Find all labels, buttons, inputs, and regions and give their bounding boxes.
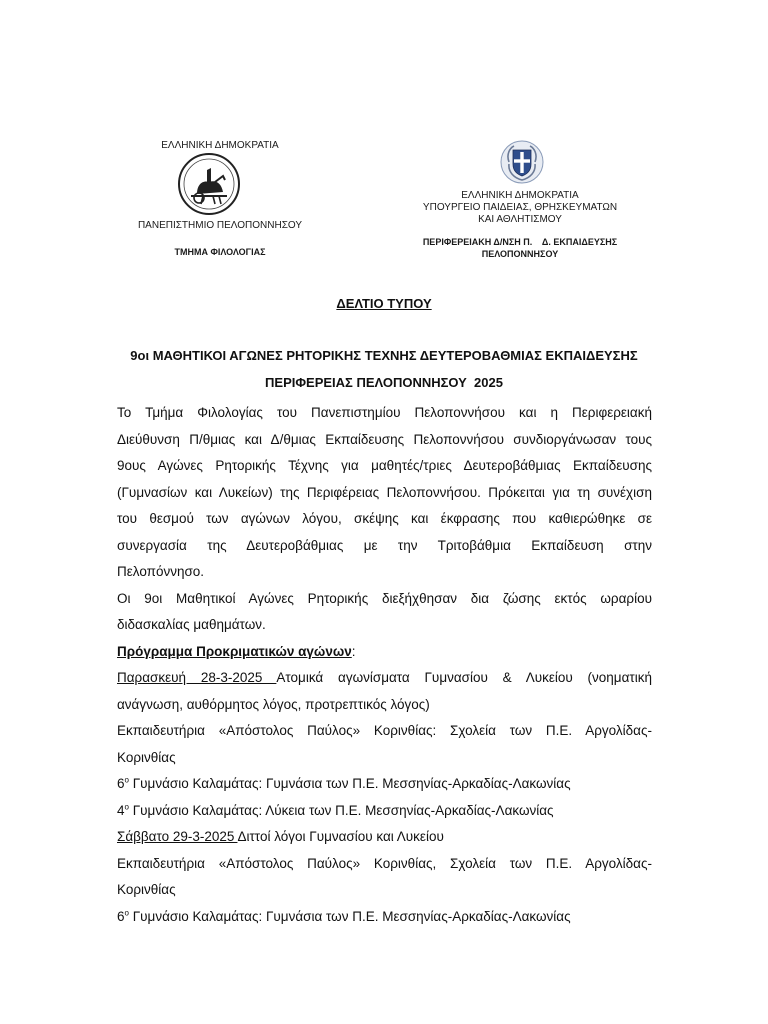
ministry-name-line1: ΥΠΟΥΡΓΕΙΟ ΠΑΙΔΕΙΑΣ, ΘΡΗΣΚΕΥΜΑΤΩΝ [422, 202, 618, 213]
ministry-republic-label: ΕΛΛΗΝΙΚΗ ΔΗΜΟΚΡΑΤΙΑ [461, 190, 579, 201]
venue-line [117, 798, 652, 825]
body-line: Το Τμήμα Φιλολογίας του Πανεπιστημίου Πελοποννήσου και η Περιφερειακή [117, 405, 652, 420]
friday-date: Παρασκευή 28-3-2025 [117, 670, 277, 685]
venue-line [117, 771, 652, 798]
body-line: του θεσμού των αγώνων λόγου, σκέψης και έκφρασης που καθιερώθηκε σε [117, 511, 652, 526]
university-name: ΠΑΝΕΠΙΣΤΗΜΙΟ ΠΕΛΟΠΟΝΝΗΣΟΥ [137, 220, 303, 231]
university-seal-logo [177, 152, 241, 216]
venue-text: Γυμνάσιο Καλαμάτας: Λύκεια των Π.Ε. Μεσσηνίας-Αρκαδίας-Λακωνίας [128, 802, 554, 818]
school-number: 6 [117, 776, 125, 791]
regional-directorate-line1: ΠΕΡΙΦΕΡΕΙΑΚΗ Δ/ΝΣΗ Π. Δ. ΕΚΠΑΙΔΕΥΣΗΣ [422, 237, 618, 247]
event-title-line1: 9οι ΜΑΘΗΤΙΚΟΙ ΑΓΩΝΕΣ ΡΗΤΟΡΙΚΗΣ ΤΕΧΝΗΣ ΔΕΥΤΕΡΟΒΑΘΜΙΑΣ ΕΚΠΑΙΔΕΥΣΗΣ [130, 348, 638, 363]
venue-line: Εκπαιδευτήρια «Απόστολος Παύλος» Κορινθίας, Σχολεία των Π.Ε. Αργολίδας- [117, 855, 652, 871]
body-line: συνεργασία της Δευτεροβάθμιας με την Τριτοβάθμια Εκπαίδευση στην [117, 537, 652, 553]
body-line: (Γυμνασίων και Λυκείων) της Περιφέρειας Πελοποννήσου. Πρόκειται για τη συνέχιση [117, 484, 652, 500]
body-line: Διεύθυνση Π/θμιας και Δ/θμιας Εκπαίδευσης Πελοποννήσου συνδιοργάνωσαν τους [117, 431, 652, 447]
body-line: 9ους Αγώνες Ρητορικής Τέχνης για μαθητές/τριες Δευτεροβάθμιας Εκπαίδευσης [117, 458, 652, 473]
body-line: διδασκαλίας μαθημάτων. [117, 617, 266, 632]
ordinal-suffix: ο [124, 775, 129, 785]
department-name: ΤΜΗΜΑ ΦΙΛΟΛΟΓΙΑΣ [174, 247, 266, 257]
saturday-events: Διττοί λόγοι Γυμνασίου και Λυκείου [237, 829, 444, 844]
venue-line [117, 904, 652, 931]
program-heading-colon: : [351, 643, 356, 659]
school-number: 4 [117, 802, 125, 818]
venue-text: Γυμνάσιο Καλαμάτας: Γυμνάσια των Π.Ε. Μεσσηνίας-Αρκαδίας-Λακωνίας [128, 908, 571, 924]
friday-line [117, 665, 652, 692]
friday-events: Ατομικά αγωνίσματα Γυμνασίου & Λυκείου (νοηματική [276, 670, 652, 685]
ordinal-suffix: ο [124, 802, 129, 811]
document-body [117, 400, 652, 930]
ministry-header [395, 190, 645, 260]
university-republic-label: ΕΛΛΗΝΙΚΗ ΔΗΜΟΚΡΑΤΙΑ [161, 140, 279, 151]
program-heading [117, 639, 652, 666]
program-heading-text: Πρόγραμμα Προκριματικών αγώνων [117, 643, 352, 659]
venue-line: Κορινθίας [117, 749, 176, 765]
greek-state-emblem-logo [500, 140, 544, 184]
venue-line: Εκπαιδευτήρια «Απόστολος Παύλος» Κορινθίας: Σχολεία των Π.Ε. Αργολίδας- [117, 723, 652, 738]
venue-text: Γυμνάσιο Καλαμάτας: Γυμνάσια των Π.Ε. Μεσσηνίας-Αρκαδίας-Λακωνίας [128, 776, 571, 791]
ministry-name-line2: ΚΑΙ ΑΘΛΗΤΙΣΜΟΥ [478, 214, 562, 225]
press-release-title: ΔΕΛΤΙΟ ΤΥΠΟΥ [336, 296, 432, 311]
venue-line: Κορινθίας [117, 882, 176, 897]
event-title-line2: ΠΕΡΙΦΕΡΕΙΑΣ ΠΕΛΟΠΟΝΝΗΣΟΥ 2025 [265, 375, 503, 390]
body-line: ανάγνωση, αυθόρμητος λόγος, προτρεπτικός λόγος) [117, 696, 430, 712]
saturday-line [117, 824, 652, 851]
regional-directorate-line2: ΠΕΛΟΠΟΝΝΗΣΟΥ [481, 249, 559, 259]
school-number: 6 [117, 908, 125, 924]
body-line: Οι 9οι Μαθητικοί Αγώνες Ρητορικής διεξήχθησαν δια ζώσης εκτός ωραρίου [117, 590, 652, 606]
body-line: Πελοπόννησο. [117, 564, 205, 579]
ordinal-suffix: ο [124, 908, 129, 917]
saturday-date: Σάββατο 29-3-2025 [117, 829, 238, 844]
